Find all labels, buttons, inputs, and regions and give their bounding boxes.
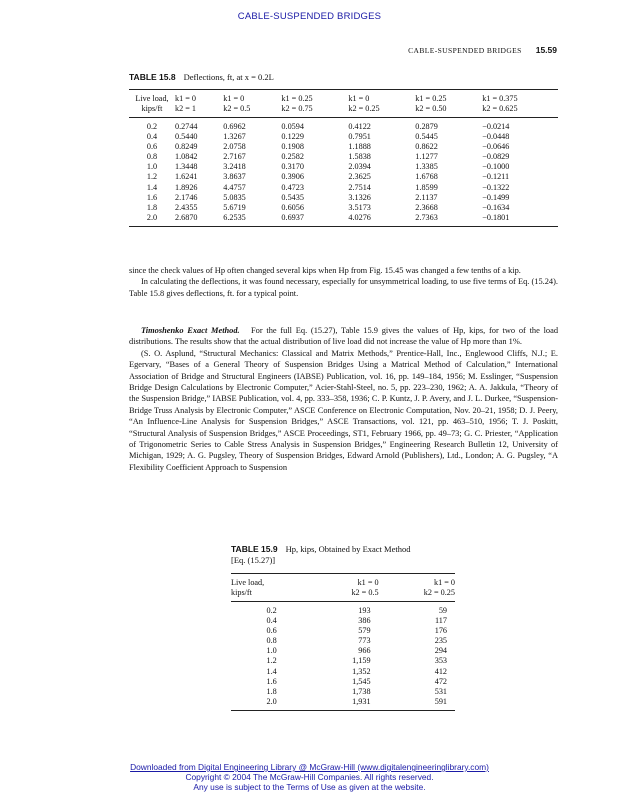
table-row xyxy=(231,677,455,687)
table-cell: 6.2535 xyxy=(223,212,246,222)
table-cell: −0.0646 xyxy=(482,142,510,152)
table-cell: 3.1326 xyxy=(348,192,371,202)
table-cell: 1.0842 xyxy=(175,152,198,162)
column-header-line: k1 = 0 xyxy=(357,578,379,587)
column-header-k xyxy=(223,90,281,118)
table-cell: 1.8926 xyxy=(175,182,198,192)
table-cell: 0.6056 xyxy=(281,202,304,212)
table-row xyxy=(129,172,558,182)
table-cell: 0.6962 xyxy=(223,122,246,131)
column-header-live-load xyxy=(231,574,312,602)
top-banner: CABLE-SUSPENDED BRIDGES xyxy=(237,11,382,22)
running-head xyxy=(408,45,557,55)
table-cell: 773 xyxy=(358,636,371,646)
column-header-line: k2 = 0.75 xyxy=(281,104,313,113)
table-cell: −0.0214 xyxy=(482,122,510,131)
table-row xyxy=(129,203,558,213)
table-15-8-caption xyxy=(129,72,274,82)
table-row xyxy=(231,626,455,636)
table-cell: 2.0394 xyxy=(348,162,371,172)
table-cell: 0.6937 xyxy=(281,212,304,222)
column-header-k xyxy=(281,90,348,118)
table-cell: 0.2744 xyxy=(175,122,198,131)
paragraph-check-values: since the check values of Hp often changed several kips when Hp from Fig. 15.45 was changed a few tenths of a kip. xyxy=(129,266,521,275)
table-cell: 294 xyxy=(434,646,447,656)
cell-live-load: 0.4 xyxy=(266,616,277,626)
hp-exact-table xyxy=(231,573,455,711)
table-cell: 4.4757 xyxy=(223,182,246,192)
column-header-line: k1 = 0.375 xyxy=(482,94,518,103)
column-header-line: k1 = 0 xyxy=(223,94,245,103)
table-cell: 1,159 xyxy=(352,656,371,666)
footer xyxy=(0,762,619,792)
table-cell: 176 xyxy=(434,626,447,636)
table-cell: 1,931 xyxy=(352,696,371,706)
table-15-8-label: TABLE 15.8 xyxy=(129,72,176,82)
column-header-line: k1 = 0.25 xyxy=(281,94,313,103)
table-row xyxy=(129,118,558,133)
column-header-k xyxy=(415,90,482,118)
column-header-k xyxy=(482,90,558,118)
table-cell: 3.2418 xyxy=(223,162,246,172)
column-header-line: k1 = 0 xyxy=(348,94,370,103)
paragraph-timoshenko xyxy=(129,325,558,348)
column-header-line: k1 = 0 xyxy=(434,578,455,587)
column-header-line: k2 = 0.625 xyxy=(482,104,518,113)
column-header-line: k2 = 1 xyxy=(175,104,196,113)
table-cell: 0.7951 xyxy=(348,132,371,142)
body-text-timoshenko xyxy=(129,325,558,473)
table-row xyxy=(231,636,455,646)
table-cell: 1.3448 xyxy=(175,162,198,172)
table-cell: 0.2879 xyxy=(415,122,438,131)
column-header-line: k2 = 0.5 xyxy=(351,588,379,597)
table-cell: 579 xyxy=(358,626,371,636)
column-header-line: k2 = 0.25 xyxy=(423,588,455,597)
column-header-line: k2 = 0.25 xyxy=(348,104,380,113)
table-cell: 0.4723 xyxy=(281,182,304,192)
table-row xyxy=(129,213,558,227)
table-cell: 235 xyxy=(434,636,447,646)
running-head-title: CABLE-SUSPENDED BRIDGES xyxy=(408,46,522,55)
table-cell: 5.0835 xyxy=(223,192,246,202)
cell-live-load: 1.4 xyxy=(266,666,277,676)
table-cell: 0.2582 xyxy=(281,152,304,162)
table-row xyxy=(231,656,455,666)
cell-live-load: 1.6 xyxy=(146,192,158,202)
table-row xyxy=(129,183,558,193)
table-header-row xyxy=(231,574,455,602)
table-cell: 2.6870 xyxy=(175,212,198,222)
table-15-9-label: TABLE 15.9 xyxy=(231,544,278,554)
table-cell: 1.3267 xyxy=(223,132,246,142)
column-header-k xyxy=(379,574,455,602)
cell-live-load: 0.4 xyxy=(146,132,158,142)
table-cell: 193 xyxy=(358,606,371,615)
table-15-9-equation: [Eq. (15.27)] xyxy=(231,554,276,565)
column-header-line: Live load, xyxy=(135,94,169,103)
table-row xyxy=(231,667,455,677)
body-text-top xyxy=(129,265,558,299)
table-cell: 0.8622 xyxy=(415,142,438,152)
column-header-k xyxy=(312,574,378,602)
table-cell: 0.0594 xyxy=(281,122,304,131)
table-cell: 0.3170 xyxy=(281,162,304,172)
cell-live-load: 1.4 xyxy=(146,182,158,192)
table-cell: 2.3625 xyxy=(348,172,371,182)
cell-live-load: 1.2 xyxy=(146,172,158,182)
cell-live-load: 1.0 xyxy=(146,162,158,172)
cell-live-load: 1.8 xyxy=(266,686,277,696)
table-cell: −0.1000 xyxy=(482,162,510,172)
cell-live-load: 0.6 xyxy=(266,626,277,636)
table-cell: 1.3385 xyxy=(415,162,438,172)
table-cell: 591 xyxy=(434,696,447,706)
cell-live-load: 0.2 xyxy=(266,606,277,615)
table-row xyxy=(231,697,455,711)
table-cell: 0.5445 xyxy=(415,132,438,142)
column-header-k xyxy=(348,90,415,118)
cell-live-load: 0.2 xyxy=(146,122,158,131)
table-cell: 2.7167 xyxy=(223,152,246,162)
table-row xyxy=(129,152,558,162)
table-cell: −0.1322 xyxy=(482,182,510,192)
table-row xyxy=(231,602,455,617)
page-number: 15.59 xyxy=(535,45,557,55)
table-cell: 2.7514 xyxy=(348,182,371,192)
table-cell: 472 xyxy=(434,676,447,686)
table-cell: 5.6719 xyxy=(223,202,246,212)
table-cell: 1.6241 xyxy=(175,172,198,182)
table-cell: 966 xyxy=(358,646,371,656)
cell-live-load: 0.8 xyxy=(146,152,158,162)
cell-live-load: 0.6 xyxy=(146,142,158,152)
table-cell: 0.4122 xyxy=(348,122,371,131)
column-header-live-load xyxy=(129,90,175,118)
table-row xyxy=(129,132,558,142)
table-cell: 2.0758 xyxy=(223,142,246,152)
table-header-row xyxy=(129,90,558,118)
column-header-line: k2 = 0.5 xyxy=(223,104,251,113)
table-cell: 0.8249 xyxy=(175,142,198,152)
table-cell: 353 xyxy=(434,656,447,666)
table-cell: −0.0829 xyxy=(482,152,510,162)
table-cell: 1,352 xyxy=(352,666,371,676)
section-heading-timoshenko: Timoshenko Exact Method. xyxy=(141,326,240,335)
column-header-line: k1 = 0.25 xyxy=(415,94,447,103)
table-cell: 1.5838 xyxy=(348,152,371,162)
cell-live-load: 2.0 xyxy=(266,696,277,706)
table-cell: 0.5440 xyxy=(175,132,198,142)
cell-live-load: 1.0 xyxy=(266,646,277,656)
column-header-k xyxy=(175,90,223,118)
table-cell: 1.1277 xyxy=(415,152,438,162)
table-cell: 1.1888 xyxy=(348,142,371,152)
deflection-table xyxy=(129,89,558,227)
table-cell: 2.1746 xyxy=(175,192,198,202)
table-row xyxy=(129,142,558,152)
table-row xyxy=(231,687,455,697)
cell-live-load: 1.8 xyxy=(146,202,158,212)
table-cell: −0.1211 xyxy=(482,172,510,182)
table-row xyxy=(129,193,558,203)
table-row xyxy=(231,646,455,656)
terms-text: Any use is subject to the Terms of Use as given at the website. xyxy=(193,782,426,792)
table-cell: 3.5173 xyxy=(348,202,371,212)
column-header-line: kips/ft xyxy=(141,104,163,113)
paragraph-deflections: In calculating the deflections, it was found necessary, especially for unsymmetrical loading, to use five terms of Eq. (15.24). Table 15.8 gives deflections, ft. for a typical point. xyxy=(129,277,558,298)
library-link[interactable]: Downloaded from Digital Engineering Library @ McGraw-Hill (www.digitalengineeringlibrary.com) xyxy=(130,762,489,772)
copyright-text: Copyright © 2004 The McGraw-Hill Companies. All rights reserved. xyxy=(185,772,434,782)
column-header-line: k2 = 0.50 xyxy=(415,104,447,113)
table-cell: 2.4355 xyxy=(175,202,198,212)
table-cell: 3.8637 xyxy=(223,172,246,182)
table-cell: 1,738 xyxy=(352,686,371,696)
column-header-line: kips/ft xyxy=(231,588,252,597)
table-cell: 1,545 xyxy=(352,676,371,686)
table-cell: 1.8599 xyxy=(415,182,438,192)
cell-live-load: 0.8 xyxy=(266,636,277,646)
table-cell: 2.7363 xyxy=(415,212,438,222)
table-15-9-caption xyxy=(231,544,461,565)
table-15-8-title: Deflections, ft, at x = 0.2L xyxy=(183,72,274,82)
table-cell: −0.0448 xyxy=(482,132,510,142)
table-cell: 531 xyxy=(434,686,447,696)
table-cell: 4.0276 xyxy=(348,212,371,222)
table-cell: −0.1801 xyxy=(482,212,510,222)
table-cell: 0.1908 xyxy=(281,142,304,152)
column-header-line: Live load, xyxy=(231,578,265,587)
table-15-9-title: Hp, kips, Obtained by Exact Method xyxy=(285,544,411,554)
table-cell: −0.1634 xyxy=(482,202,510,212)
table-cell: 117 xyxy=(435,616,447,626)
table-cell: 2.1137 xyxy=(415,192,438,202)
table-cell: 0.1229 xyxy=(281,132,304,142)
table-cell: 0.5435 xyxy=(281,192,304,202)
column-header-line: k1 = 0 xyxy=(175,94,196,103)
table-cell: 0.3906 xyxy=(281,172,304,182)
cell-live-load: 1.2 xyxy=(266,656,277,666)
cell-live-load: 2.0 xyxy=(146,212,158,222)
cell-live-load: 1.6 xyxy=(266,676,277,686)
table-row xyxy=(231,616,455,626)
paragraph-references: (S. O. Asplund, “Structural Mechanics: Classical and Matrix Methods,” Prentice-Hall, Inc., Englewood Cliffs, N.J.; E. Egervary, “Bases of a General Theory of Suspension Bridges Using a Matrical Method of Calculation,” International Association of Bridge and Structural Engineers (IABSE) Publication, vol. 16, pp. 149–184, 1956; M. Esslinger, “Suspension Bridge Design Calculations by Electronic Computer,” Acier-Stahl-Steel, no. 5, pp. 223–230, 1962; A. A. Jakkula, “Theory of the Suspension Bridge,” IABSE Publication, vol. 4, pp. 333–358, 1936; C. P. Kuntz, J. P. Avery, and J. L. Durkee, “Suspension-Bridge Truss Analysis by Electronic Computer,” ASCE Conference on Electronic Computation, Nov. 20–21, 1958; D. J. Peery, “An Influence-Line Analysis for Suspension Bridges,” ASCE Transactions, vol. 121, pp. 463–510, 1956; T. J. Poskitt, “Structural Analysis of Suspension Bridges,” ASCE Proceedings, ST1, February 1966, pp. 49–73; G. C. Priester, “Application of Trigonometric Series to Cable Stress Analysis in Suspension Bridges,” Engineering Research Bulletin 12, University of Michigan, 1929; A. G. Pugsley, Theory of Suspension Bridges, Edward Arnold (Publishers), Ltd., London; A. G. Pugsley, “A Flexibility Coefficient Approach to Suspension xyxy=(129,348,558,472)
table-cell: 1.6768 xyxy=(415,172,438,182)
table-row xyxy=(129,162,558,172)
table-cell: 2.3668 xyxy=(415,202,438,212)
table-cell: 59 xyxy=(438,606,447,615)
paragraph-timoshenko-text: For the full Eq. (15.27), Table 15.9 gives the values of Hp, kips, for two of the load distributions. The results show that the actual distribution of live load did not increase the value of Hp more than 1%. xyxy=(129,326,559,347)
table-cell: 412 xyxy=(434,666,447,676)
table-cell: −0.1499 xyxy=(482,192,510,202)
table-cell: 386 xyxy=(358,616,371,626)
